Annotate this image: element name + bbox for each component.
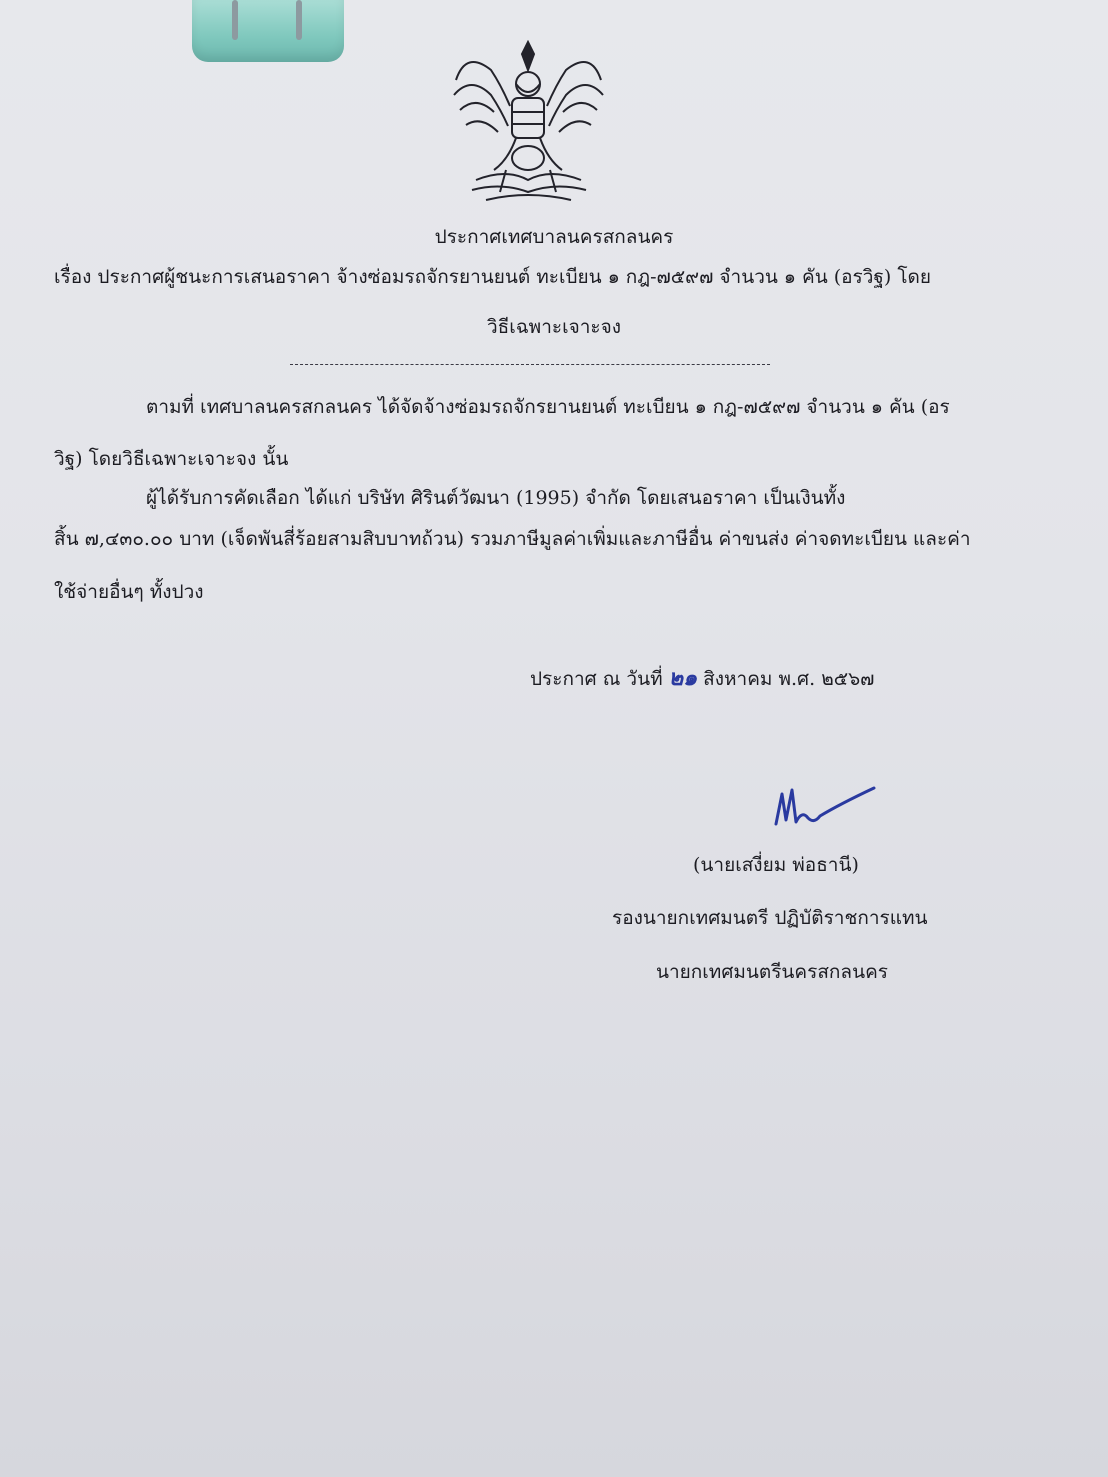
signature-icon [770,780,880,832]
clip-wire [232,0,238,40]
document-heading: ประกาศเทศบาลนครสกลนคร [434,226,674,248]
paragraph-2-line-1: ผู้ได้รับการคัดเลือก ได้แก่ บริษัท ศิรินต์วัฒนา (1995) จำกัด โดยเสนอราคา เป็นเงินทั้ง [146,487,846,509]
garuda-emblem-icon [446,40,611,208]
paragraph-2-line-3: ใช้จ่ายอื่นๆ ทั้งปวง [54,581,204,603]
paper-clip [192,0,344,62]
clip-wire [296,0,302,40]
date-prefix: ประกาศ ณ วันที่ [530,668,663,690]
paragraph-1-line-2: วิฐ) โดยวิธีเฉพาะเจาะจง นั้น [54,448,289,470]
date-day-handwritten: ๒๑ [668,665,698,691]
subject-line-1: เรื่อง ประกาศผู้ชนะการเสนอราคา จ้างซ่อมรถจักรยานยนต์ ทะเบียน ๑ กฎ-๗๕๙๗ จำนวน ๑ คัน (อรวิฐ) โดย [54,266,932,288]
paragraph-2-line-2: สิ้น ๗,๔๓๐.๐๐ บาท (เจ็ดพันสี่ร้อยสามสิบบาทถ้วน) รวมภาษีมูลค่าเพิ่มและภาษีอื่น ค่าขนส่ง ค่าจดทะเบียน และค่า [54,528,971,550]
announcement-date [530,660,874,695]
subject-line-2: วิธีเฉพาะเจาะจง [486,316,621,338]
signer-position-2: นายกเทศมนตรีนครสกลนคร [656,961,888,983]
paragraph-1-line-1: ตามที่ เทศบาลนครสกลนคร ได้จัดจ้างซ่อมรถจักรยานยนต์ ทะเบียน ๑ กฎ-๗๕๙๗ จำนวน ๑ คัน (อร [146,396,950,418]
signer-position-1: รองนายกเทศมนตรี ปฏิบัติราชการแทน [612,907,928,929]
separator-line [290,364,770,365]
signer-name: (นายเสงี่ยม พ่อธานี) [693,854,859,876]
date-suffix: สิงหาคม พ.ศ. ๒๕๖๗ [703,668,875,690]
